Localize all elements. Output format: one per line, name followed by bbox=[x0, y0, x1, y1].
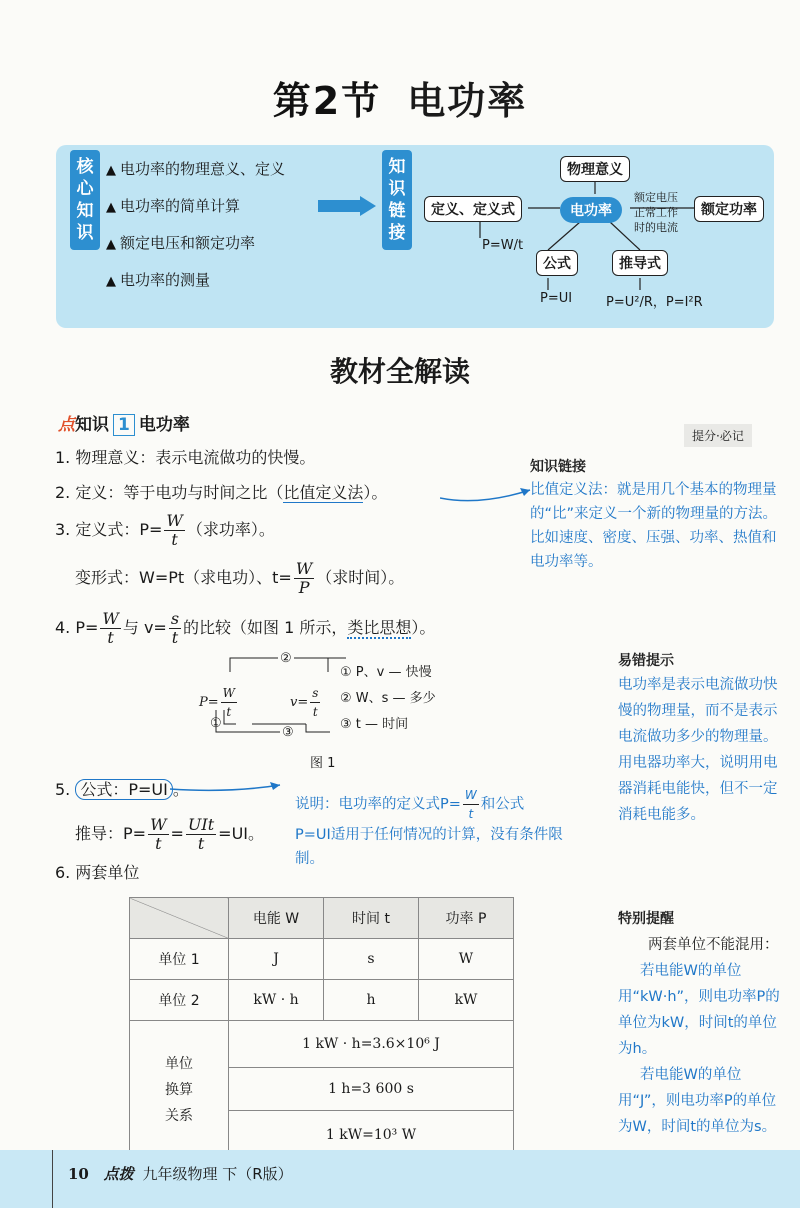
line-two-units: 6. 两套单位 bbox=[55, 863, 140, 882]
special-title: 特别提醒 bbox=[618, 911, 674, 927]
core-item: ▲ 电功率的简单计算 bbox=[106, 197, 241, 215]
chapter-title bbox=[0, 70, 800, 125]
page-number: 10 bbox=[68, 1165, 89, 1183]
map-derived: 推导式 bbox=[612, 250, 668, 276]
line-formula: 5. 公式：P=UI 。 bbox=[55, 780, 189, 799]
table-cell: J bbox=[229, 939, 324, 980]
core-item: ▲ 额定电压和额定功率 bbox=[106, 234, 256, 252]
map-center: 电功率 bbox=[560, 197, 622, 223]
table-cell: 1 kW · h=3.6×10⁶ J bbox=[229, 1021, 514, 1068]
units-table bbox=[129, 897, 514, 1160]
table-row bbox=[130, 1021, 514, 1068]
knowledge-link-label: 知识链接 bbox=[382, 150, 412, 250]
table-header: 时间 t bbox=[324, 898, 419, 939]
fig-box2: ② bbox=[280, 651, 292, 666]
table-cell: 1 h=3 600 s bbox=[229, 1068, 514, 1111]
core-item: ▲ 电功率的物理意义、定义 bbox=[106, 160, 286, 178]
connector-arrow bbox=[440, 480, 540, 510]
footer-divider bbox=[52, 1150, 53, 1208]
table-cell: s bbox=[324, 939, 419, 980]
line-definition: 2. 定义：等于电功与时间之比（比值定义法）。 bbox=[55, 483, 388, 502]
fig-box1: ① bbox=[210, 716, 222, 731]
map-formula: 公式 bbox=[536, 250, 578, 276]
figure-caption: 图 1 bbox=[310, 756, 336, 771]
table-cell: 单位 2 bbox=[130, 980, 229, 1021]
fig-p-left: P= $\frac{W}{t}$ bbox=[199, 686, 235, 719]
special-text: 两套单位不能混用： 若电能W的单位用“kW·h”，则电功率P的单位为kW，时间t的单位为h。 若电能W的单位用“J”，则电功率P的单位为W，时间t的单位为s。 bbox=[618, 937, 780, 1135]
map-definition: 定义、定义式 bbox=[424, 196, 522, 222]
core-knowledge-label: 核心知识 bbox=[70, 150, 100, 250]
fig-legend: ① P、v — 快慢 ② W、s — 多少 ③ t — 时间 bbox=[340, 665, 436, 732]
line-definition-formula: 3. 定义式：P= $\frac{W}{t}$ （求功率）。 bbox=[55, 511, 275, 549]
line-derivation: 推导：P= $\frac{W}{t}$ = $\frac{\text{UIt}}{t}$ =UI。 bbox=[75, 815, 264, 853]
table-corner bbox=[130, 898, 229, 939]
brand: 点拨 bbox=[103, 1165, 134, 1183]
table-cell: kW bbox=[419, 980, 514, 1021]
table-header: 电能 W bbox=[229, 898, 324, 939]
error-text: 电功率是表示电流做功快慢的物理量，而不是表示电流做功多少的物理量。用电器功率大，说明用电器消耗电能快，但不一定消耗电能多。 bbox=[618, 677, 778, 823]
footer bbox=[68, 1163, 293, 1184]
chapter-number: 第2节 bbox=[272, 79, 382, 123]
point-heading: 点知识 1 电功率 bbox=[58, 415, 190, 435]
table-cell: h bbox=[324, 980, 419, 1021]
map-def-formula: P=W/t bbox=[482, 238, 524, 253]
table-conv-label: 单位 换算 关系 bbox=[130, 1021, 229, 1160]
map-formula-value: P=UI bbox=[540, 291, 573, 306]
map-derived-value: P=U²/R，P=I²R bbox=[606, 295, 703, 310]
error-title: 易错提示 bbox=[618, 653, 674, 669]
table-cell: 单位 1 bbox=[130, 939, 229, 980]
chapter-name: 电功率 bbox=[407, 79, 528, 123]
book-title: 九年级物理 下（R版） bbox=[142, 1165, 293, 1183]
table-row bbox=[130, 980, 514, 1021]
arrow-right-icon bbox=[318, 196, 376, 216]
table-cell: 1 kW=10³ W bbox=[229, 1111, 514, 1160]
table-cell: W bbox=[419, 939, 514, 980]
table-header: 功率 P bbox=[419, 898, 514, 939]
formula-note: 说明：电功率的定义式P= $\frac{W}{t}$ 和公式 P=UI适用于任何情况的计算，没有条件限制。 bbox=[295, 788, 563, 867]
line-comparison: 4. P= $\frac{W}{t}$ 与 v= $\frac{s}{t}$ 的比较（如图 1 所示，类比思想）。 bbox=[55, 609, 436, 647]
map-physical-meaning: 物理意义 bbox=[560, 156, 630, 182]
line-variant-formula: 变形式：W=Pt（求电功）、t= $\frac{W}{P}$ （求时间）。 bbox=[75, 559, 405, 597]
map-rated-power: 额定功率 bbox=[694, 196, 764, 222]
table-row bbox=[130, 939, 514, 980]
table-cell: kW · h bbox=[229, 980, 324, 1021]
fig-v-left: v= $\frac{s}{t}$ bbox=[290, 686, 319, 719]
table-row bbox=[130, 898, 514, 939]
link-text: 比值定义法：就是用几个基本的物理量的“比”来定义一个新的物理量的方法。比如速度、密度、压强、功率、热值和电功率等。 bbox=[530, 482, 778, 570]
core-knowledge-list bbox=[106, 158, 285, 306]
tip-badge: 提分·必记 bbox=[684, 424, 752, 447]
fig-box3: ③ bbox=[282, 725, 294, 740]
link-title: 知识链接 bbox=[530, 459, 586, 475]
connector-arrow bbox=[170, 775, 290, 799]
section-title: 教材全解读 bbox=[329, 355, 470, 388]
line-physical-meaning: 1. 物理意义：表示电流做功的快慢。 bbox=[55, 448, 316, 467]
core-item: ▲ 电功率的测量 bbox=[106, 271, 211, 289]
map-rated-notes: 额定电压 正常工作 时的电流 bbox=[634, 191, 678, 234]
